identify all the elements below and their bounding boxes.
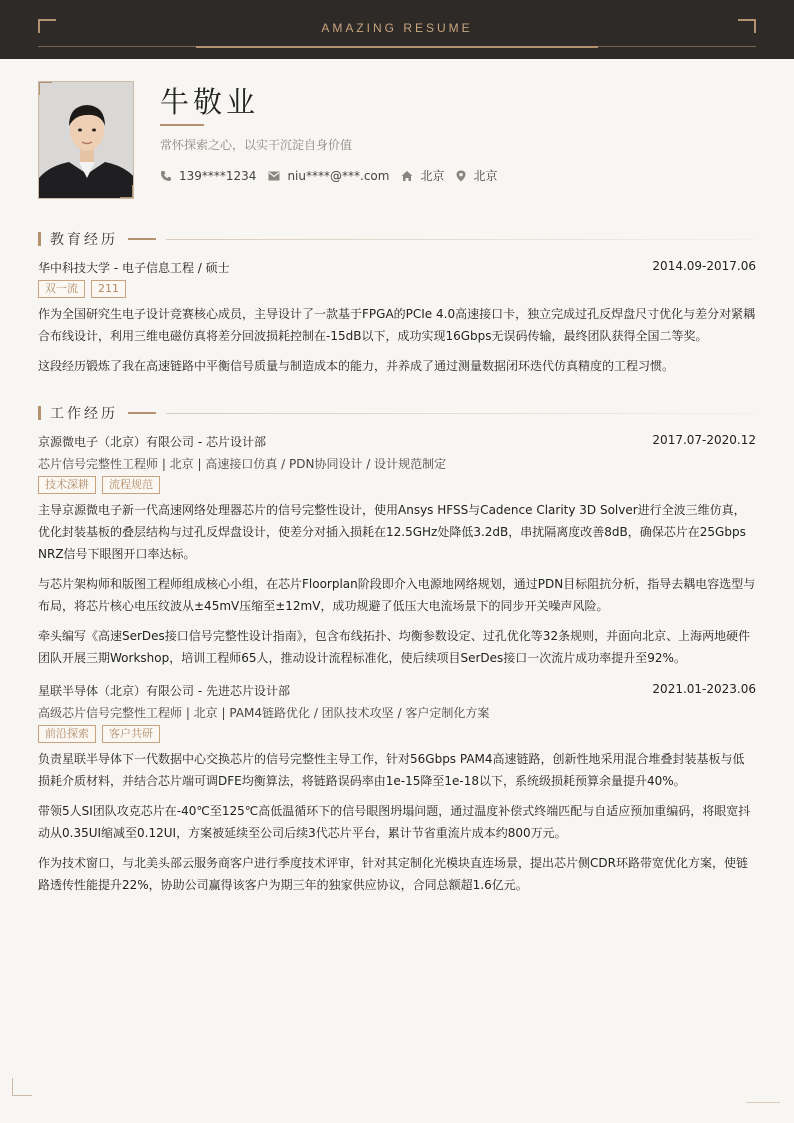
- school-name: 华中科技大学 - 电子信息工程 / 硕士: [38, 261, 230, 275]
- job-role: 芯片信号完整性工程师 | 北京 | 高速接口仿真 / PDN协同设计 / 设计规范制定: [38, 457, 447, 471]
- profile-photo: [38, 81, 134, 199]
- phone-text: 139****1234: [179, 168, 257, 183]
- section-divider: [166, 413, 756, 414]
- tag: 双一流: [38, 280, 85, 298]
- job-role: 高级芯片信号完整性工程师 | 北京 | PAM4链路优化 / 团队技术攻坚 / 客户定制化方案: [38, 706, 490, 720]
- job-paragraph: 作为技术窗口，与北美头部云服务商客户进行季度技术评审，针对其定制化光模块直连场景，提出芯片侧CDR环路带宽优化方案，使链路透传性能提升22%，协助公司赢得该客户为期三年的独家供应协议，合同总额超1.6亿元。: [38, 856, 748, 892]
- home-icon: [401, 170, 413, 182]
- education-paragraph: 这段经历锻炼了我在高速链路中平衡信号质量与制造成本的能力，并养成了通过测量数据闭环迭代仿真精度的工程习惯。: [38, 359, 675, 373]
- job-period: 2021.01-2023.06: [652, 682, 756, 696]
- avatar: [38, 81, 134, 199]
- tag: 前沿探索: [38, 725, 96, 743]
- section-education-header: [38, 230, 756, 248]
- job-paragraph: 牵头编写《高速SerDes接口信号完整性设计指南》，包含布线拓扑、均衡参数设定、过孔优化等32条规则，并面向北京、上海两地硬件团队开展三期Workshop，培训工程师65人，推动设计流程标准化，使后续项目SerDes接口一次流片成功率提升至92%。: [38, 629, 751, 665]
- candidate-name: 牛敬业: [160, 85, 260, 119]
- contact-phone[interactable]: [160, 169, 256, 183]
- section-work-header: [38, 404, 756, 422]
- education-period: 2014.09-2017.06: [652, 259, 756, 273]
- photo-corner-top-left: [38, 81, 52, 95]
- tag: 流程规范: [102, 476, 160, 494]
- job-paragraph: 带领5人SI团队攻克芯片在-40℃至125℃高低温循环下的信号眼图坍塌问题，通过温度补偿式终端匹配与自适应预加重编码，将眼宽抖动从0.35UI缩减至0.12UI，方案被延续至公司后续3代芯片平台，累计节省重流片成本约800万元。: [38, 804, 751, 840]
- education-tags: [38, 280, 132, 298]
- job-tags: [38, 476, 166, 494]
- person-portrait-icon: [39, 82, 134, 199]
- mail-icon: [268, 171, 280, 181]
- job-entry-header: [38, 682, 756, 699]
- tag: 211: [91, 280, 126, 298]
- company-name: 京源微电子（北京）有限公司 - 芯片设计部: [38, 435, 266, 449]
- tag: 技术深耕: [38, 476, 96, 494]
- section-divider: [166, 239, 756, 240]
- contact-email[interactable]: [268, 169, 389, 183]
- section-marker: [38, 406, 41, 420]
- location-text: 北京: [473, 169, 498, 183]
- section-dash: [128, 238, 156, 240]
- photo-corner-bottom-right: [120, 185, 134, 199]
- job-paragraph: 负责星联半导体下一代数据中心交换芯片的信号完整性主导工作，针对56Gbps PAM4高速链路，创新性地采用混合堆叠封装基板与低损耗介质材料，并结合芯片端可调DFE均衡算法，将链路误码率由1e-15降至1e-18以下，系统级损耗预算余量提升40%。: [38, 752, 745, 788]
- motto: 常怀探索之心，以实干沉淀自身价值: [160, 138, 353, 152]
- job-paragraph: 主导京源微电子新一代高速网络处理器芯片的信号完整性设计，使用Ansys HFSS与Cadence Clarity 3D Solver进行全波三维仿真，优化封装基板的叠层结构与过孔反焊盘设计，使差分对插入损耗在12.5GHz处降低3.2dB，串扰隔离度改善8dB，确保芯片在25Gbps NRZ信号下眼图开口率达标。: [38, 503, 746, 561]
- email-text: niu****@***.com: [287, 168, 390, 183]
- section-marker: [38, 232, 41, 246]
- job-period: 2017.07-2020.12: [652, 433, 756, 447]
- header-rule-accent: [196, 46, 598, 48]
- education-paragraph: 作为全国研究生电子设计竞赛核心成员，主导设计了一款基于FPGA的PCIe 4.0高速接口卡，独立完成过孔反焊盘尺寸优化与差分对紧耦合布线设计，利用三维电磁仿真将差分回波损耗控制在-15dB以下，成功实现16Gbps无误码传输，最终团队获得全国二等奖。: [38, 307, 756, 343]
- location-pin-icon: [456, 170, 466, 182]
- footer-line-right: [746, 1102, 780, 1103]
- job-paragraph: 与芯片架构师和版图工程师组成核心小组，在芯片Floorplan阶段即介入电源地网络规划，通过PDN目标阻抗分析，指导去耦电容选型与布局，将芯片核心电压纹波从±45mV压缩至±12mV，成功规避了低压大电流场景下的同步开关噪声风险。: [38, 577, 756, 613]
- education-entry-header: [38, 259, 756, 276]
- brand-title: AMAZING RESUME: [321, 21, 473, 35]
- home-text: 北京: [420, 169, 445, 183]
- contact-list: [160, 167, 509, 184]
- tag: 客户共研: [102, 725, 160, 743]
- name-underline: [160, 124, 204, 126]
- contact-home: [401, 167, 444, 184]
- company-name: 星联半导体（北京）有限公司 - 先进芯片设计部: [38, 684, 290, 698]
- footer-corner-left: [12, 1078, 32, 1096]
- job-entry-header: [38, 433, 756, 450]
- contact-location: [456, 167, 497, 184]
- section-title: 教育经历: [50, 232, 118, 248]
- section-dash: [128, 412, 156, 414]
- job-tags: [38, 725, 166, 743]
- section-title: 工作经历: [50, 406, 118, 422]
- header-bar: [0, 0, 794, 59]
- phone-icon: [160, 170, 172, 182]
